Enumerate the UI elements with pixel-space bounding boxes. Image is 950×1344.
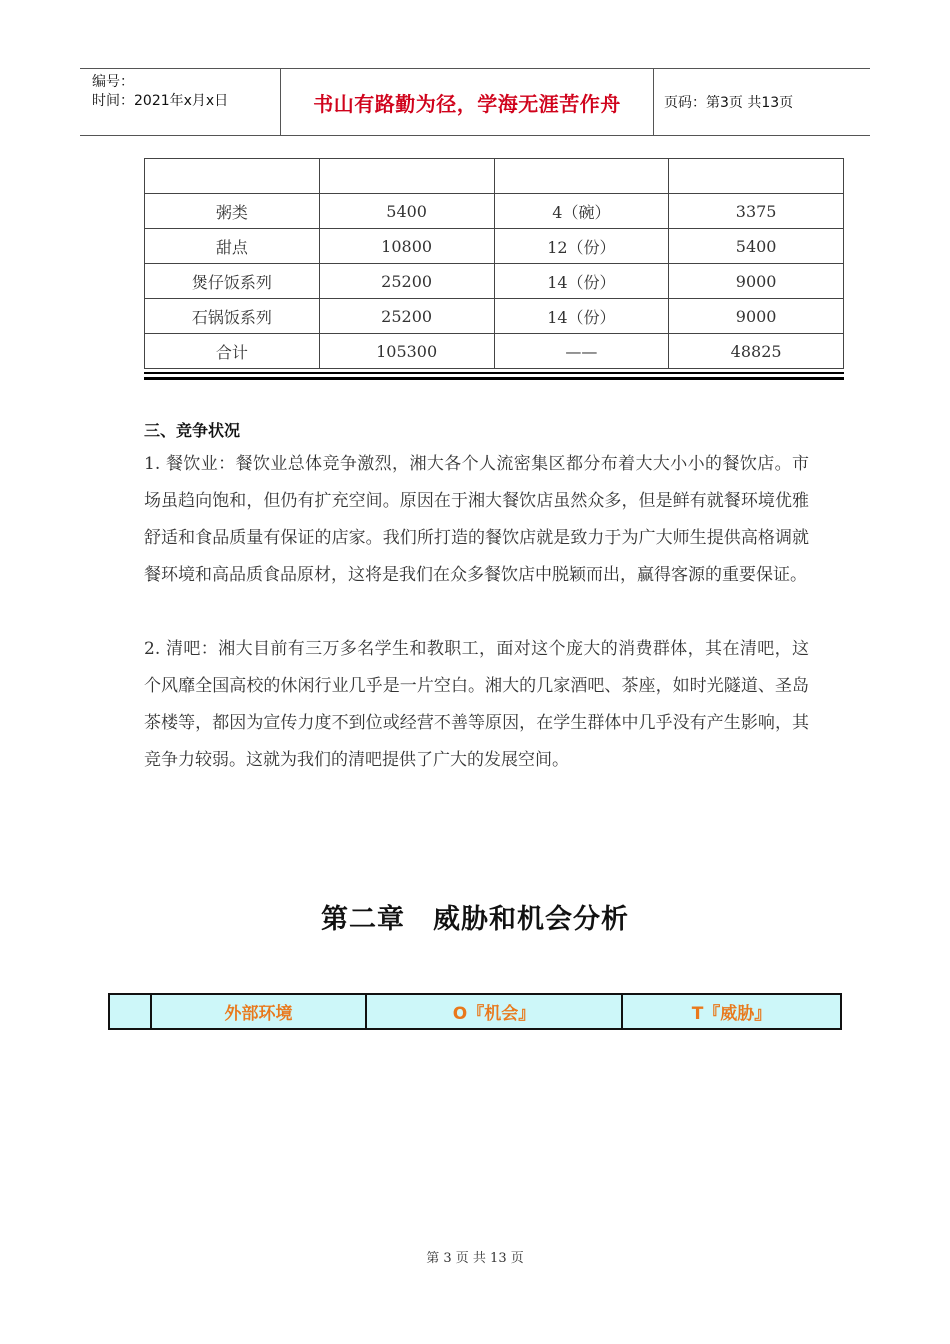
table-cell: 9000 [669,299,844,334]
table-cell: 4（碗） [494,194,669,229]
table-row [145,299,844,334]
cost-table [144,158,844,369]
table-row [145,229,844,264]
env-external-cell: 外部环境 [151,994,366,1029]
table-cell [319,159,494,194]
table-cell: 合计 [145,334,320,369]
table-cell: 12（份） [494,229,669,264]
table-cell: 粥类 [145,194,320,229]
paragraph-restaurant: 1. 餐饮业：餐饮业总体竞争激烈，湘大各个人流密集区都分布着大大小小的餐饮店。市场虽趋向饱和，但仍有扩充空间。原因在于湘大餐饮店虽然众多，但是鲜有就餐环境优雅舒适和食品质量有保证的店家。我们所打造的餐饮店就是致力于为广大师生提供高格调就餐环境和高品质食品原材，这将是我们在众多餐饮店中脱颖而出，赢得客源的重要保证。 [144,454,809,585]
table-bottom-rule [144,372,844,380]
table-cell: 105300 [319,334,494,369]
table-cell [669,159,844,194]
header-page-info: 页码：第3页 共13页 [664,95,794,111]
page-header [80,68,870,136]
header-motto: 书山有路勤为径，学海无涯苦作舟 [281,69,654,135]
table-cell [494,159,669,194]
table-row [145,334,844,369]
table-cell: 5400 [669,229,844,264]
page-footer: 第 3 页 共 13 页 [426,1251,524,1266]
table-cell: 石锅饭系列 [145,299,320,334]
table-row [145,264,844,299]
table-cell: 9000 [669,264,844,299]
table-cell: 14（份） [494,299,669,334]
env-threat-cell: T『威胁』 [622,994,841,1029]
paragraph-bar: 2. 清吧：湘大目前有三万多名学生和教职工，面对这个庞大的消费群体，其在清吧，这个风靡全国高校的休闲行业几乎是一片空白。湘大的几家酒吧、茶座，如时光隧道、圣岛茶楼等，都因为宣传力度不到位或经营不善等原因，在学生群体中几乎没有产生影响，其竞争力较弱。这就为我们的清吧提供了广大的发展空间。 [144,639,809,770]
table-cell: 5400 [319,194,494,229]
table-cell: 48825 [669,334,844,369]
environment-table [108,993,842,1030]
table-cell: 14（份） [494,264,669,299]
environment-header-row [109,994,841,1029]
table-cell: 3375 [669,194,844,229]
time-label: 时间：2021年x月x日 [92,93,229,109]
table-row [145,194,844,229]
table-cell: —— [494,334,669,369]
table-cell: 25200 [319,264,494,299]
table-row [145,159,844,194]
table-cell: 25200 [319,299,494,334]
env-opportunity-cell: O『机会』 [366,994,622,1029]
table-cell: 10800 [319,229,494,264]
table-cell: 甜点 [145,229,320,264]
env-blank-cell [109,994,151,1029]
header-meta [80,69,281,135]
section-title: 三、竞争状况 [144,421,241,440]
table-cell: 煲仔饭系列 [145,264,320,299]
chapter-title: 第二章 威胁和机会分析 [321,904,629,935]
table-cell [145,159,320,194]
number-label: 编号： [92,74,134,90]
